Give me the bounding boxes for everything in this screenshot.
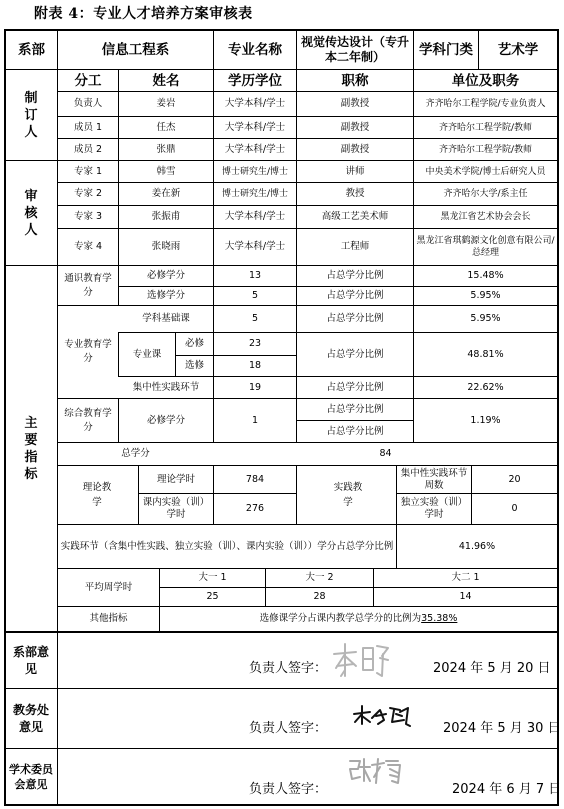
- title-cell: 副教授: [340, 98, 370, 109]
- unit-cell: 黑龙江省艺术协会会长: [440, 212, 531, 222]
- concentrated-weeks-value: 20: [508, 473, 521, 485]
- general-elective-ratio-label: 占总学分比例: [326, 290, 384, 301]
- role-cell: 成员 1: [73, 121, 103, 133]
- weekly-label: 平均周学时: [84, 581, 133, 593]
- name-cell: 张鼎: [156, 143, 176, 155]
- unit-cell: 齐齐哈尔工程学院/专业负责人: [425, 99, 546, 109]
- title-cell: 教授: [345, 188, 365, 199]
- in-class-exp-value: 276: [245, 503, 265, 514]
- signature-image: [350, 702, 414, 730]
- opinion-label-committee: 学术委员会意见: [9, 762, 53, 791]
- practice-ratio-value: 41.96%: [458, 540, 496, 552]
- general-required-ratio: 15.48%: [467, 270, 504, 281]
- practice-label: 实践教学: [333, 482, 363, 508]
- page-title: 附表 4：专业人才培养方案审核表: [34, 6, 253, 22]
- name-cell: 张振甫: [151, 211, 181, 222]
- prof-base-ratio-label: 占总学分比例: [326, 313, 384, 324]
- prof-course-ratio: 48.81%: [467, 348, 504, 360]
- major-label: 专业名称: [228, 42, 282, 58]
- reviewers-label: 审核人: [24, 188, 38, 238]
- comp-label: 综合教育学分: [64, 407, 112, 433]
- other-ratio: 35.38%: [421, 613, 458, 624]
- role-cell: 负责人: [73, 98, 103, 109]
- role-cell: 专家 3: [73, 211, 103, 222]
- signer-label: 负责人签字：: [249, 782, 328, 797]
- general-required-label: 必修学分: [146, 270, 185, 281]
- practice-ratio-label: 实践环节（含集中性实践、独立实验（训）、课内实验（训））学分占总学分比例: [60, 540, 394, 552]
- general-elective-value: 5: [251, 290, 259, 301]
- comp-required-value: 1: [251, 414, 259, 426]
- opinion-date: 2024 年 6 月 7 日: [452, 782, 562, 797]
- prof-practice-value: 19: [248, 381, 262, 393]
- signature-image: [346, 755, 404, 789]
- comp-ratio-label-2: 占总学分比例: [326, 425, 384, 437]
- prof-practice-ratio-label: 占总学分比例: [326, 381, 384, 393]
- prof-base-ratio: 5.95%: [470, 313, 501, 324]
- prof-elective-label: 选修: [184, 360, 204, 371]
- unit-cell: 中央美术学院/博士后研究人员: [425, 166, 546, 177]
- unit-cell: 黑龙江省琪鹤源文化创意有限公司/总经理: [416, 236, 555, 258]
- general-required-value: 13: [248, 270, 262, 281]
- name-cell: 韩雪: [156, 165, 176, 177]
- opinion-label-dept: 系部意见: [12, 645, 49, 676]
- makers-label: 制订人: [24, 90, 38, 140]
- title-cell: 副教授: [340, 121, 370, 133]
- other-text: 选修课学分占课内教学总学分的比例为: [259, 613, 422, 624]
- general-required-ratio-label: 占总学分比例: [326, 270, 384, 281]
- dept-label: 系部: [18, 42, 45, 58]
- opinion-date: 2024 年 5 月 30 日: [443, 721, 561, 736]
- prof-required-label: 必修: [184, 338, 204, 349]
- comp-ratio: 1.19%: [470, 414, 501, 426]
- weekly-hours-2: 28: [313, 591, 326, 602]
- general-label: 通识教育学分: [64, 272, 112, 298]
- weekly-hours-3: 14: [459, 591, 472, 602]
- weekly-term-2: 大一 2: [305, 572, 334, 583]
- weekly-term-1: 大一 1: [198, 572, 227, 583]
- title-cell: 工程师: [340, 241, 370, 252]
- role-cell: 专家 1: [73, 165, 103, 177]
- degree-cell: 大学本科/学士: [224, 98, 286, 109]
- prof-base-value: 5: [251, 313, 259, 324]
- role-cell: 专家 4: [73, 241, 103, 252]
- independent-exp-value: 0: [511, 503, 518, 514]
- category-label: 学科门类: [419, 42, 473, 58]
- weekly-hours-1: 25: [206, 591, 219, 602]
- in-class-exp-label: 课内实验（训）学时: [142, 497, 210, 520]
- general-elective-ratio: 5.95%: [470, 290, 501, 301]
- indicators-label: 主要指标: [24, 415, 38, 482]
- col-name: 姓名: [152, 72, 180, 89]
- degree-cell: 大学本科/学士: [224, 241, 286, 252]
- prof-label: 专业教育学分: [64, 339, 112, 364]
- col-unit: 单位及职务: [451, 72, 520, 89]
- name-cell: 姜岩: [156, 98, 176, 109]
- name-cell: 任杰: [156, 121, 176, 133]
- prof-required-value: 23: [248, 338, 262, 349]
- title-cell: 副教授: [340, 143, 370, 155]
- weekly-term-3: 大二 1: [451, 572, 480, 583]
- col-degree: 学历学位: [228, 72, 282, 89]
- prof-course-ratio-label: 占总学分比例: [326, 348, 384, 360]
- theory-hours-label: 理论学时: [156, 473, 195, 485]
- prof-course-label: 专业课: [132, 348, 162, 360]
- other-label: 其他指标: [89, 613, 128, 624]
- opinion-date: 2024 年 5 月 20 日: [433, 661, 551, 676]
- total-label: 总学分: [121, 448, 150, 459]
- title-cell: 高级工艺美术师: [321, 211, 389, 222]
- independent-exp-label: 独立实验（训）学时: [400, 497, 468, 520]
- unit-cell: 齐齐哈尔工程学院/教师: [438, 122, 533, 133]
- role-cell: 专家 2: [73, 188, 103, 199]
- degree-cell: 大学本科/学士: [224, 143, 286, 155]
- dept-value: 信息工程系: [101, 42, 170, 58]
- degree-cell: 博士研究生/博士: [221, 189, 289, 199]
- unit-cell: 齐齐哈尔大学/系主任: [443, 189, 528, 199]
- theory-hours-value: 784: [245, 473, 265, 485]
- comp-ratio-label-1: 占总学分比例: [326, 403, 384, 415]
- degree-cell: 大学本科/学士: [224, 211, 286, 222]
- prof-elective-value: 18: [248, 360, 262, 371]
- general-elective-label: 选修学分: [146, 290, 185, 301]
- prof-practice-ratio: 22.62%: [467, 381, 504, 393]
- role-cell: 成员 2: [73, 143, 103, 155]
- col-role: 分工: [74, 72, 102, 89]
- signer-label: 负责人签字：: [249, 721, 328, 736]
- name-cell: 姜在新: [151, 188, 181, 199]
- opinion-label-academic-affairs: 教务处意见: [12, 702, 49, 734]
- comp-required-label: 必修学分: [146, 414, 185, 426]
- degree-cell: 博士研究生/博士: [221, 166, 289, 177]
- category-value: 艺术学: [497, 42, 539, 58]
- signer-label: 负责人签字：: [249, 661, 328, 676]
- other-value: [160, 607, 557, 631]
- concentrated-weeks-label: 集中性实践环节周数: [400, 467, 468, 491]
- total-value: 84: [379, 448, 392, 459]
- theory-label: 理论教学: [82, 482, 112, 508]
- signature-image: [330, 640, 392, 682]
- col-title: 职称: [341, 72, 369, 89]
- prof-practice-label: 集中性实践环节: [132, 381, 200, 393]
- name-cell: 张晓雨: [151, 241, 181, 252]
- title-cell: 讲师: [345, 165, 365, 177]
- major-value: 视觉传达设计（专升本二年制）: [300, 35, 409, 64]
- degree-cell: 大学本科/学士: [224, 121, 286, 133]
- prof-base-label: 学科基础课: [142, 313, 190, 324]
- unit-cell: 齐齐哈尔工程学院/教师: [438, 144, 533, 155]
